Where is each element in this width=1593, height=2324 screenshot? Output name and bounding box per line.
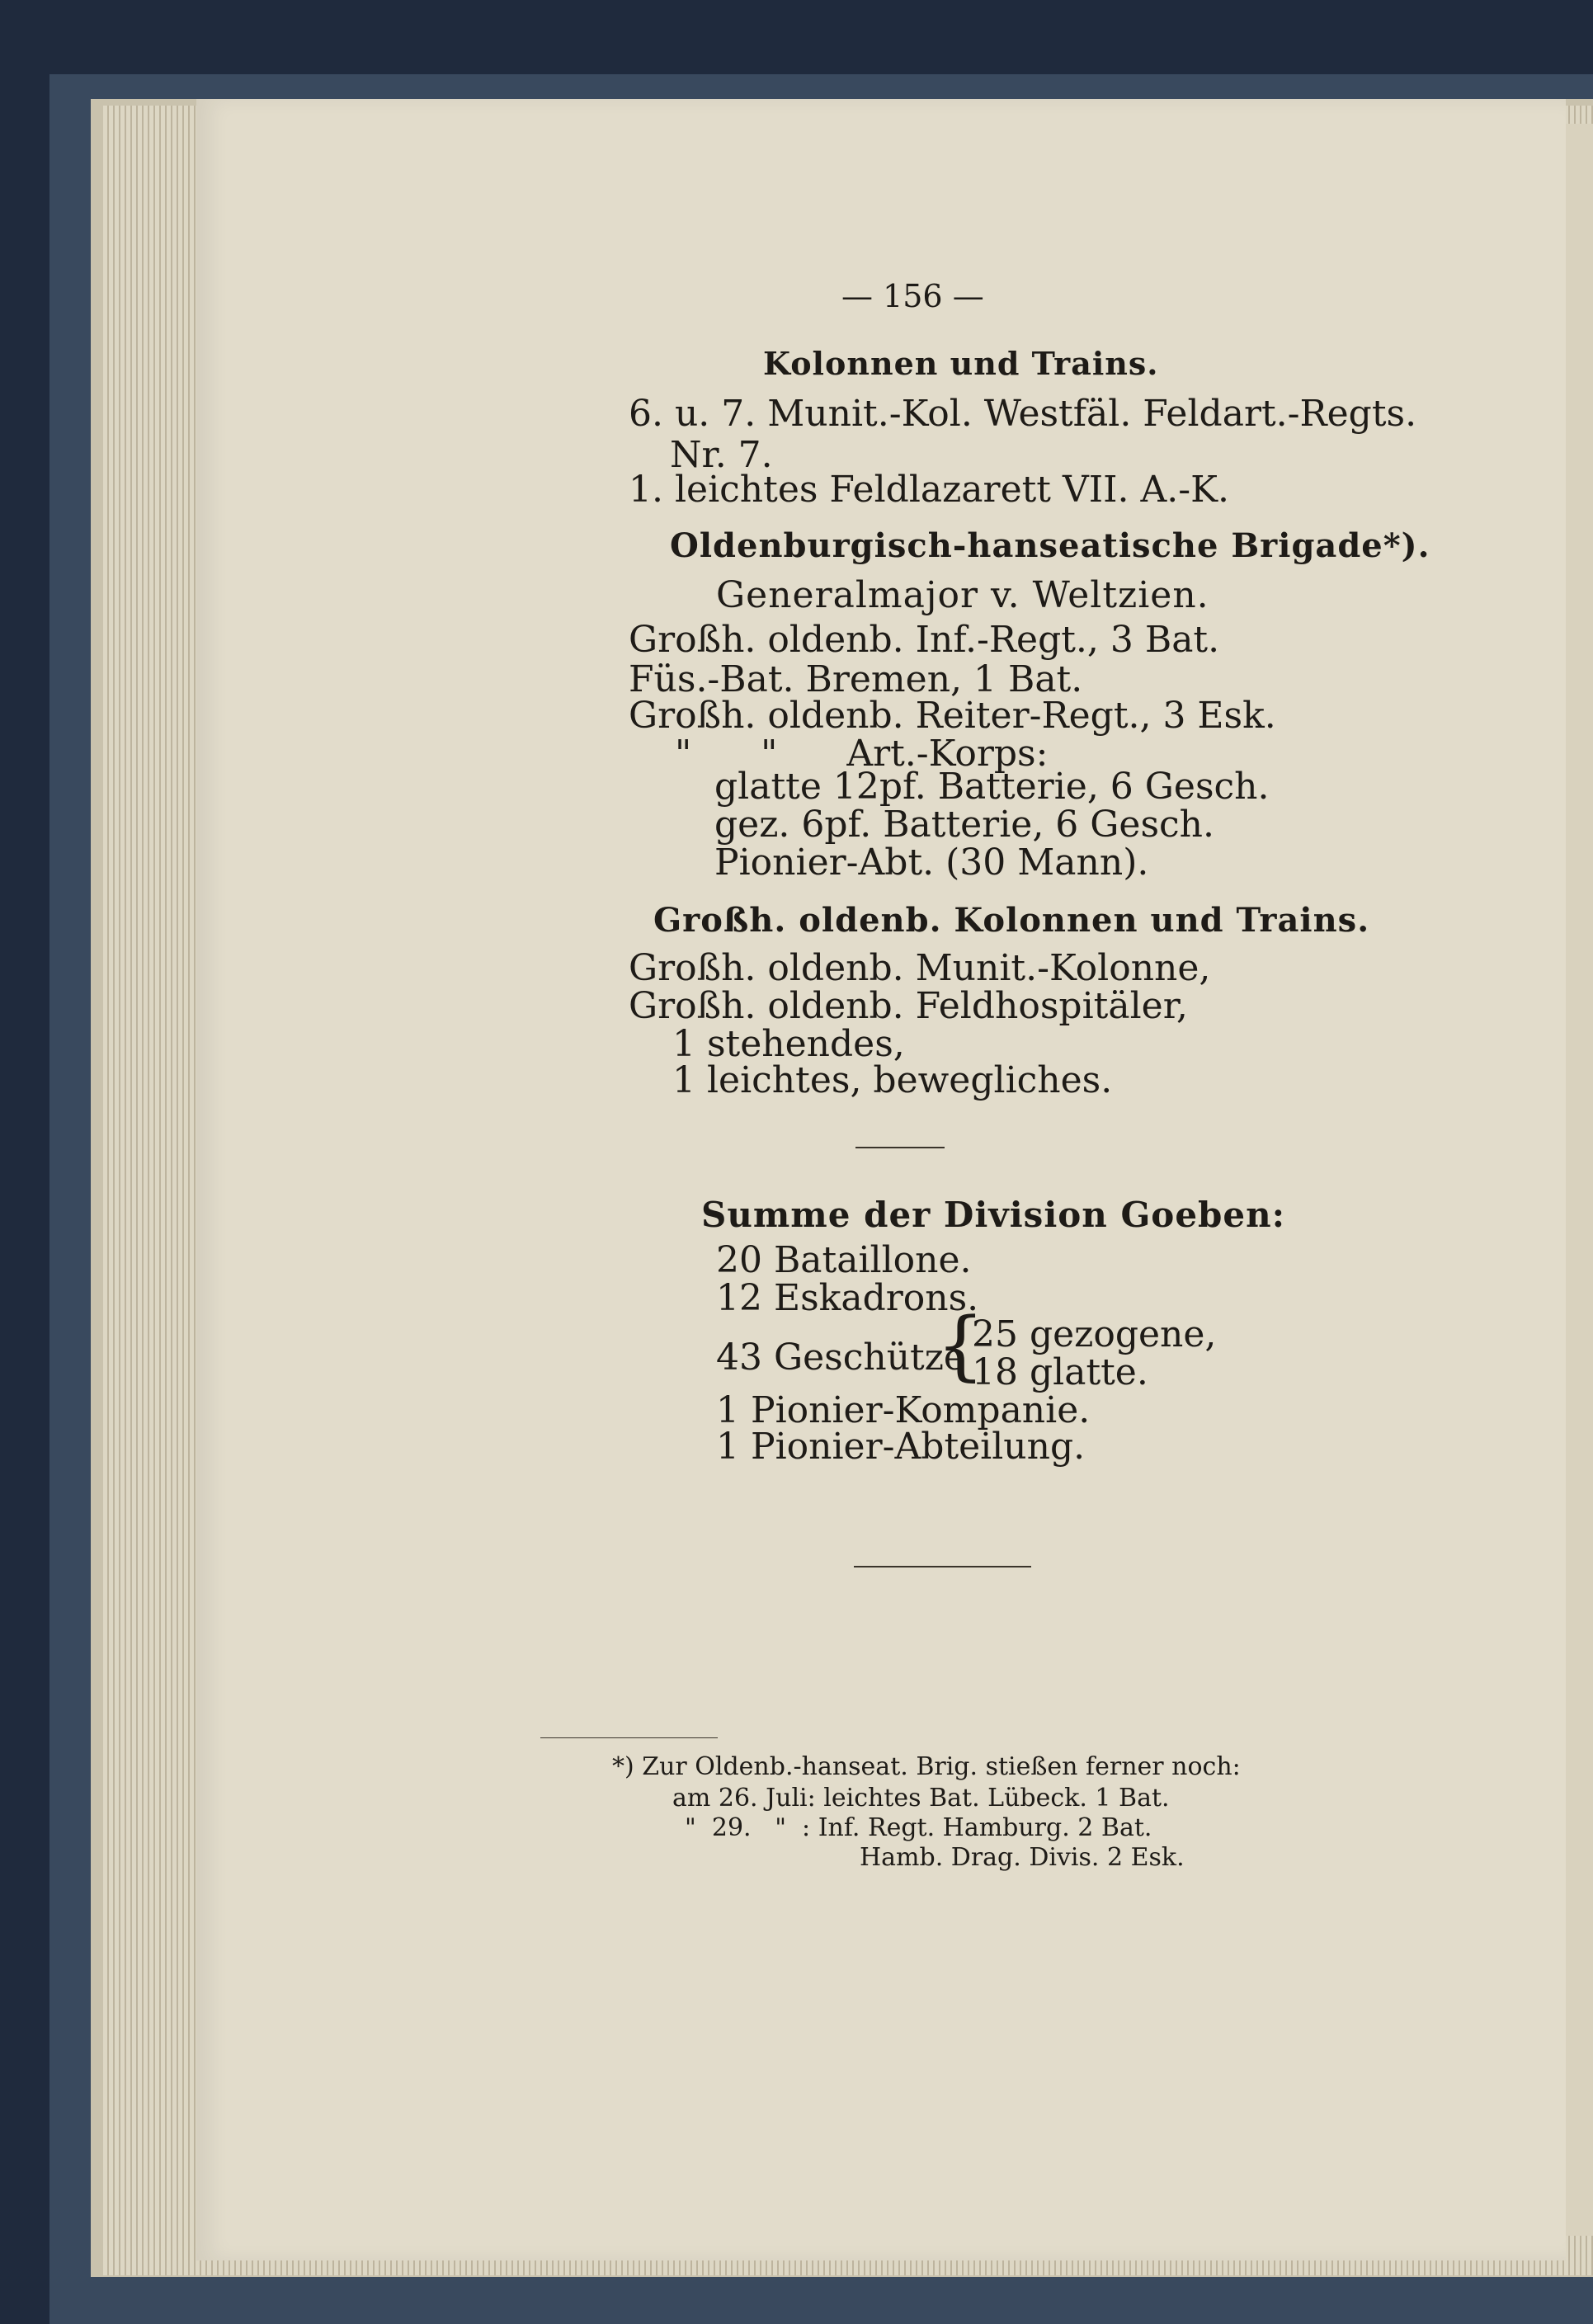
text-line: gez. 6pf. Batterie, 6 Gesch.	[714, 804, 1215, 846]
footnote-line: " 29. " : Inf. Regt. Hamburg. 2 Bat.	[685, 1813, 1152, 1842]
text-line: Großh. oldenb. Inf.-Regt., 3 Bat.	[629, 619, 1220, 661]
page-number: — 156 —	[841, 278, 984, 314]
text-line: Nr. 7.	[670, 434, 773, 476]
text-line: Pionier-Abt. (30 Mann).	[714, 841, 1149, 884]
summary-heading: Summe der Division Goeben:	[701, 1195, 1286, 1235]
section-heading-kolonnen: Kolonnen und Trains.	[763, 345, 1159, 382]
text-line: 1 stehendes,	[672, 1023, 905, 1065]
brace-symbol: {	[936, 1301, 985, 1389]
footnote-rule	[540, 1737, 718, 1738]
text-line: 1 leichtes, bewegliches.	[672, 1059, 1113, 1101]
footnote-line: am 26. Juli: leichtes Bat. Lübeck. 1 Bat.	[672, 1784, 1170, 1813]
summary-bataillone: 20 Bataillone.	[716, 1239, 972, 1281]
text-line: glatte 12pf. Batterie, 6 Gesch.	[714, 766, 1270, 808]
summary-gezogene: 25 gezogene,	[972, 1313, 1217, 1355]
summary-kompanie: 1 Pionier-Kompanie.	[716, 1389, 1091, 1431]
commander-name: Generalmajor v. Weltzien.	[716, 574, 1209, 616]
separator-rule	[854, 1566, 1031, 1567]
text-line: Füs.-Bat. Bremen, 1 Bat.	[629, 658, 1083, 700]
summary-geschuetze: 43 Geschütze	[716, 1336, 965, 1379]
footnote-line: *) Zur Oldenb.-hanseat. Brig. stießen ferner noch:	[612, 1752, 1241, 1781]
footnote-line: Hamb. Drag. Divis. 2 Esk.	[860, 1843, 1185, 1872]
separator-rule	[855, 1147, 945, 1148]
text-line: 6. u. 7. Munit.-Kol. Westfäl. Feldart.-Regts.	[629, 393, 1417, 435]
summary-eskadrons: 12 Eskadrons.	[716, 1277, 979, 1319]
section-heading-brigade: Oldenburgisch-hanseatische Brigade*).	[670, 526, 1430, 565]
text-line: Großh. oldenb. Reiter-Regt., 3 Esk.	[629, 695, 1276, 737]
summary-abteilung: 1 Pionier-Abteilung.	[716, 1426, 1086, 1468]
text-line: 1. leichtes Feldlazarett VII. A.-K.	[629, 469, 1229, 511]
section-heading-oldenb-kolonnen: Großh. oldenb. Kolonnen und Trains.	[653, 901, 1370, 940]
text-line: Großh. oldenb. Munit.-Kolonne,	[629, 947, 1211, 989]
text-line: Großh. oldenb. Feldhospitäler,	[629, 985, 1188, 1027]
text-line: " " Art.-Korps:	[675, 733, 1049, 775]
summary-glatte: 18 glatte.	[972, 1351, 1148, 1393]
